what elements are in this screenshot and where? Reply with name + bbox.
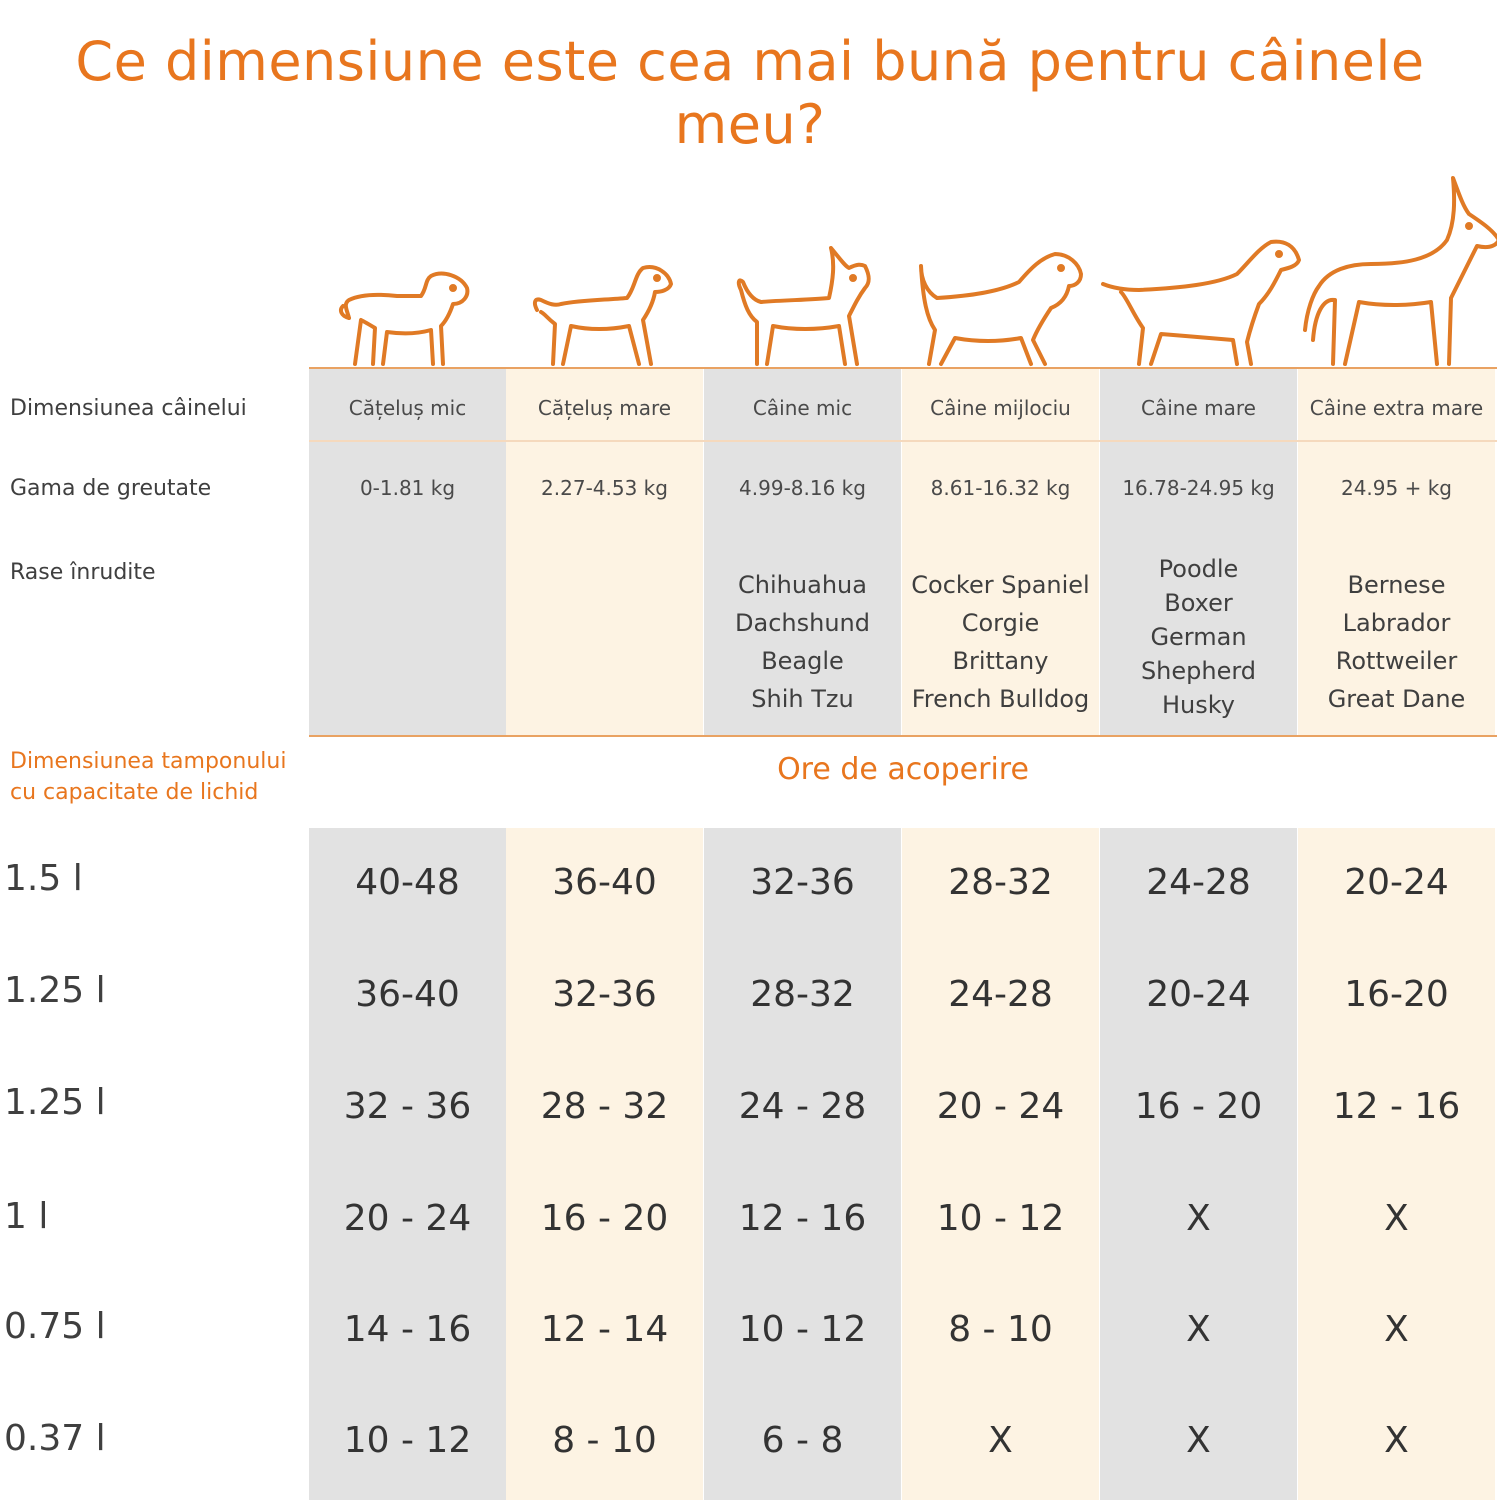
column-bg-bottom [1298, 828, 1495, 1500]
row-label-breeds: Rase înrudite [10, 560, 156, 585]
dog-silhouettes [309, 170, 1497, 370]
dog-size-cell: Câine extra mare [1309, 396, 1484, 420]
coverage-value: 24-28 [948, 974, 1053, 1015]
pad-capacity-label: 1 l [4, 1196, 49, 1237]
breed-name: Husky [1161, 691, 1235, 719]
breed-name: Dachshund [735, 609, 870, 637]
coverage-value: X [1384, 1198, 1409, 1239]
column-bg-bottom [309, 828, 506, 1500]
coverage-value: 8 - 10 [948, 1309, 1053, 1350]
column-bg-bottom [1100, 828, 1297, 1500]
dog-size-cell: Câine mijlociu [930, 396, 1071, 420]
coverage-value: 12 - 14 [540, 1309, 669, 1350]
column-bg-bottom [506, 828, 703, 1500]
pad-capacity-label: 0.37 l [4, 1418, 106, 1459]
breed-name: German [1150, 623, 1247, 651]
pad-capacity-label: 1.25 l [4, 1082, 106, 1123]
breeds-cell [704, 566, 901, 718]
coverage-value: 20 - 24 [936, 1086, 1065, 1127]
coverage-value: X [1186, 1420, 1211, 1461]
coverage-value: X [1384, 1309, 1409, 1350]
coverage-value: 40-48 [355, 862, 460, 903]
coverage-hours-title: Ore de acoperire [777, 752, 1029, 787]
breed-name: Shih Tzu [751, 685, 854, 713]
weight-range-cell: 4.99-8.16 kg [739, 476, 866, 500]
column-bg-top [309, 369, 506, 736]
breed-name: French Bulldog [911, 685, 1090, 713]
coverage-value: 28-32 [750, 974, 855, 1015]
coverage-value: 8 - 10 [552, 1420, 657, 1461]
coverage-value: 16 - 20 [1134, 1086, 1263, 1127]
coverage-value: 24 - 28 [738, 1086, 867, 1127]
top-divider [309, 367, 1497, 369]
coverage-value: 28-32 [948, 862, 1053, 903]
weight-range-cell: 16.78-24.95 kg [1122, 476, 1275, 500]
pad-size-label [10, 746, 286, 808]
breed-name: Labrador [1342, 609, 1451, 637]
coverage-value: 16 - 20 [540, 1198, 669, 1239]
breed-name: Bernese [1347, 571, 1446, 599]
row-label-weight: Gama de greutate [10, 476, 212, 501]
header-divider [309, 440, 1497, 442]
pad-capacity-label: 0.75 l [4, 1306, 106, 1347]
breed-name: Poodle [1158, 555, 1239, 583]
coverage-value: 20 - 24 [343, 1198, 472, 1239]
coverage-value: X [988, 1420, 1013, 1461]
coverage-value: X [1384, 1420, 1409, 1461]
weight-range-cell: 24.95 + kg [1340, 476, 1452, 500]
weight-range-cell: 2.27-4.53 kg [541, 476, 668, 500]
breed-name: Corgie [961, 609, 1040, 637]
breed-name: Brittany [952, 647, 1049, 675]
medium-dog-icon [921, 254, 1081, 364]
coverage-value: 16-20 [1344, 974, 1449, 1015]
dog-size-cell: Câine mare [1141, 396, 1256, 420]
breed-name: Shepherd [1140, 657, 1257, 685]
coverage-value: 12 - 16 [738, 1198, 867, 1239]
coverage-value: 24-28 [1146, 862, 1251, 903]
small-puppy-icon [341, 274, 467, 364]
pad-capacity-label: 1.25 l [4, 970, 106, 1011]
dog-size-cell: Cățeluș mare [537, 396, 672, 420]
pad-capacity-label: 1.5 l [4, 858, 83, 899]
coverage-value: 12 - 16 [1332, 1086, 1461, 1127]
coverage-value: 32-36 [552, 974, 657, 1015]
coverage-value: 6 - 8 [761, 1420, 844, 1461]
large-puppy-icon [535, 267, 671, 364]
breeds-cell [902, 566, 1099, 718]
breeds-cell [1298, 566, 1495, 718]
breed-name: Chihuahua [738, 571, 867, 599]
coverage-value: X [1186, 1198, 1211, 1239]
breeds-cell [1100, 552, 1297, 722]
large-dog-icon [1103, 242, 1299, 364]
coverage-value: 14 - 16 [343, 1309, 472, 1350]
coverage-value: 10 - 12 [343, 1420, 472, 1461]
dog-size-cell: Câine mic [752, 396, 853, 420]
coverage-value: 28 - 32 [540, 1086, 669, 1127]
breed-name: Cocker Spaniel [911, 571, 1090, 599]
column-bg-top [506, 369, 703, 736]
row-label-size: Dimensiunea câinelui [10, 396, 247, 421]
pad-size-label-line: Dimensiunea tamponului [10, 749, 287, 774]
column-bg-bottom [704, 828, 901, 1500]
breed-name: Great Dane [1327, 685, 1466, 713]
coverage-value: X [1186, 1309, 1211, 1350]
coverage-value: 32-36 [750, 862, 855, 903]
coverage-value: 36-40 [552, 862, 657, 903]
coverage-value: 20-24 [1344, 862, 1449, 903]
coverage-value: 10 - 12 [738, 1309, 867, 1350]
coverage-value: 20-24 [1146, 974, 1251, 1015]
coverage-value: 10 - 12 [936, 1198, 1065, 1239]
weight-range-cell: 0-1.81 kg [359, 476, 456, 500]
breed-name: Boxer [1164, 589, 1233, 617]
page-title: Ce dimensiune este cea mai bună pentru câinele meu? [75, 30, 1425, 156]
breed-name: Beagle [761, 647, 844, 675]
small-dog-icon [739, 248, 869, 364]
weight-range-cell: 8.61-16.32 kg [930, 476, 1071, 500]
column-bg-bottom [902, 828, 1099, 1500]
dog-size-cell: Cățeluș mic [348, 396, 467, 420]
coverage-value: 36-40 [355, 974, 460, 1015]
breed-name: Rottweiler [1335, 647, 1458, 675]
extra-large-dog-icon [1305, 178, 1497, 364]
coverage-value: 32 - 36 [343, 1086, 472, 1127]
pad-size-label-line: cu capacitate de lichid [10, 780, 259, 805]
section-divider [309, 735, 1497, 737]
